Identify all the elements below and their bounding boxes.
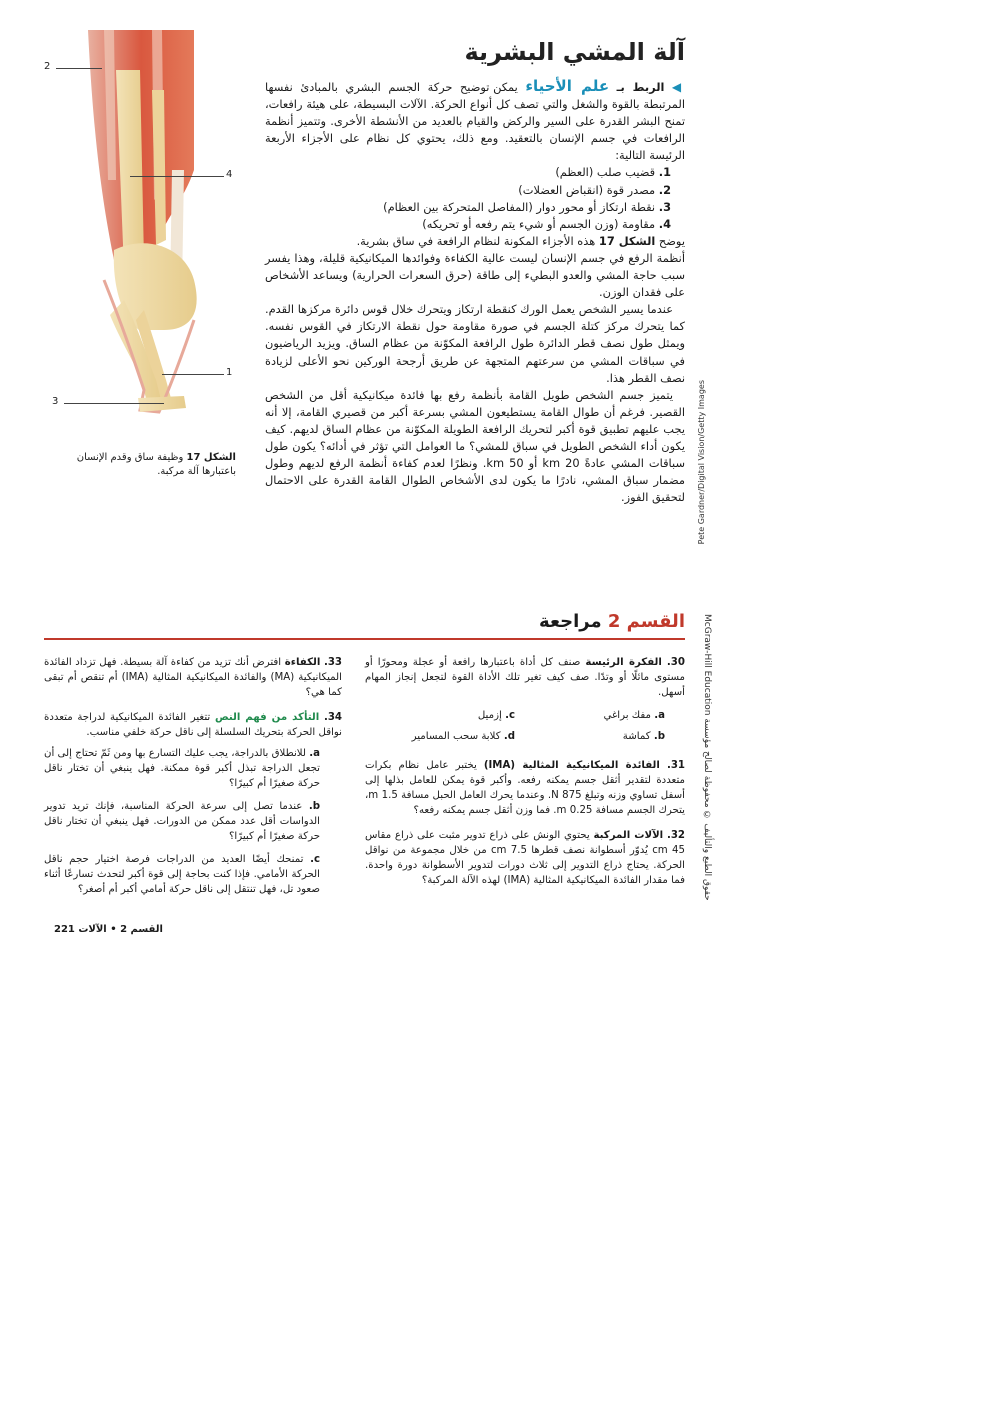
intro-paragraph-4: يتميز جسم الشخص طويل القامة بأنظمة رفع بها فائدة ميكانيكية أقل من الشخص القصير. فرغم أن طوال القامة يستطيعون المشي بسرعة أكبر من قصيري القامة، إلا أنه يجب عليهم تطبيق قوة أكبر لتحريك الرافعة الطويلة المكوّنة من عظام الساق لديهم. كيف يكون أداء الشخص الطويل في سباق للمشي؟ ما العوامل التي تؤثر في أدائه؟ يكون طول سباقات المشي عادةً 20 km أو 50 km. ونظرًا لعدم كفاءة أنظمة الرفع لديهم وطول مضمار سباق المشي، نادرًا ما يكون لدى الأشخاص الطوال القامة القدرة على الاحتمال لتحقيق الفوز.	[265, 387, 685, 505]
callout-1: 1	[226, 367, 233, 378]
question-32: 32. الآلات المركبة يحتوي الونش على ذراع تدوير مثبت على ذراع مقاس 45 cm يُدوّر أسطوانة نصف قطرها 7.5 cm من خلال مجموعة من نواقل الحركة. يحتاج ذراع التدوير إلى ثلاث دورات لتدوير الأسطوانة دورة واحدة. فما مقدار الفائدة الميكانيكية المثالية (IMA) لهذه الآلة المركبة؟	[365, 830, 685, 886]
callout-3: 3	[52, 396, 59, 407]
option: c. إزميل	[477, 710, 515, 721]
review-column-right	[365, 655, 685, 898]
page-title: آلة المشي البشرية	[464, 38, 685, 66]
connection-label: الربط بـ	[616, 80, 665, 94]
figure-reference: يوضح الشكل 17 هذه الأجزاء المكونة لنظام الرافعة في ساق بشرية.	[356, 233, 685, 248]
section-divider	[44, 638, 685, 640]
lever-parts-list	[265, 164, 685, 232]
page-footer	[44, 924, 163, 935]
intro-paragraph-1	[265, 78, 685, 164]
figure-caption	[72, 451, 236, 479]
intro-paragraph-2: أنظمة الرفع في جسم الإنسان ليست عالية الكفاءة وفوائدها الميكانيكية قليلة، وهذا يفسر سبب حاجة المشي والعدو البطيء إلى طاقة (حرق السعرات الحرارية) ويساعد الأشخاص على فقدان الوزن.	[265, 250, 685, 300]
option: a. مفك براغي	[603, 710, 665, 721]
photo-credit: Pete Gardner/Digital Vision/Getty Images	[697, 380, 706, 545]
figure-caption-number: الشكل 17	[186, 452, 236, 463]
question-33: 33. الكفاءة افترض أنك تزيد من كفاءة آلة بسيطة. فهل تزداد الفائدة الميكانيكية (MA) والفائدة الميكانيكية المثالية (IMA) أم تنقص أم تبقى كما هي؟	[44, 657, 342, 698]
question-30-options	[365, 708, 665, 744]
callout-4: 4	[226, 169, 233, 180]
figure-caption-text: وظيفة ساق وقدم الإنسان باعتبارها آلة مركبة.	[76, 452, 236, 477]
section-review-heading: القسم 2 مراجعة	[539, 611, 685, 632]
intro-text	[265, 78, 685, 506]
callout-line	[64, 403, 164, 404]
footer-section: القسم 2 • الآلات	[78, 924, 163, 935]
arrow-icon: ◀	[671, 80, 686, 94]
copyright-notice: حقوق الطبع والتأليف © محفوظة لصالح مؤسسة McGraw-Hill Education	[702, 614, 712, 901]
list-item: 4. مقاومة (وزن الجسم أو شيء يتم رفعه أو تحريكه)	[422, 216, 671, 231]
sub-question: c. تمنحك أيضًا العديد من الدراجات فرصة اختيار حجم ناقل الحركة الأمامي. فإذا كنت بحاجة إلى قوة أكبر لتحدث تسارعًا أثناء صعود تل، فهل تنتقل إلى ناقل حركة أمامي أكبر أم أصغر؟	[44, 854, 320, 895]
option: b. كماشة	[622, 731, 665, 742]
page-number: 221	[54, 924, 75, 935]
sub-question: a. للانطلاق بالدراجة، يجب عليك التسارع بها ومن ثَمّ تحتاج إلى أن تجعل الدراجة تبذل أكبر قوة ممكنة. فهل ينبغي أن تختار ناقل حركة صغيرًا أم كبيرًا؟	[44, 748, 320, 789]
list-item: 3. نقطة ارتكاز أو محور دوار (المفاصل المتحركة بين العظام)	[383, 199, 671, 214]
list-item: 2. مصدر قوة (انقباض العضلات)	[518, 182, 671, 197]
leg-foot-figure	[44, 30, 244, 430]
sub-question: b. عندما تصل إلى سرعة الحركة المناسبة، فإنك تريد تدوير الدواسات أقل عدد ممكن من الدورات. فهل ينبغي أن تختار ناقل حركة صغيرًا أم كبيرًا؟	[44, 801, 320, 842]
callout-line	[56, 68, 102, 69]
question-31: 31. الفائدة الميكانيكية المثالية (IMA) يختبر عامل نظام بكرات متعددة لتقدير أثقل جسم يمكنه رفعه. وأكبر قوة يمكن للعامل بذلها إلى أسفل تساوي وزنه وتبلغ 875 N. وعندما يحرك العامل الحبل مسافة 1.5 m، يتحرك الجسم مسافة 0.25 m. فما وزن أثقل جسم يمكنه رفعه؟	[365, 760, 685, 816]
intro-body-1: يمكن توضيح حركة الجسم البشري بالمبادئ نفسها المرتبطة بالقوة والشغل والتي تصف كل أنواع الحركة. الآلات البسيطة، على هيئة رافعات، تمنح البشر القدرة على السير والركض والقيام بالعديد من الأنشطة الأخرى. وتتميز أنظمة الرافعات في جسم الإنسان بالتعقيد. ومع ذلك، يحتوي كل نظام على الأجزاء الأربعة الرئيسة التالية:	[265, 80, 685, 163]
callout-line	[130, 176, 224, 177]
option: d. كلابة سحب المسامير	[411, 731, 515, 742]
question-34: 34. التأكد من فهم النص تتغير الفائدة الميكانيكية لدراجة متعددة نواقل الحركة بتحريك السلسلة إلى ناقل حركة خلفي مناسب. a. للانطلاق بالدراجة، يجب عليك التسارع بها ومن ثَمّ تحتاج إلى أن تجعل الدراجة تبذل أكبر قوة ممكنة. فهل ينبغي أن تختار ناقل حركة صغيرًا أم كبيرًا؟ b. عندما تصل إلى سرعة الحركة المناسبة، فإنك تريد تدوير الدواسات أقل عدد ممكن من الدورات. فهل ينبغي أن تختار ناقل حركة صغيرًا أم كبيرًا؟ c. تمنحك أيضًا العديد من الدراجات فرصة اختيار حجم ناقل الحركة الأمامي. فإذا كنت بحاجة إلى قوة أكبر لتحدث تسارعًا أثناء صعود تل، فهل تنتقل إلى ناقل حركة أمامي أكبر أم أصغر؟	[44, 712, 342, 895]
biology-link[interactable]: علم الأحياء	[525, 77, 610, 95]
callout-line	[162, 374, 224, 375]
question-30: 30. الفكرة الرئيسة صنف كل أداة باعتبارها رافعة أو عجلة ومحورًا أو مستوى مائلًا أو وتدًا. صف كيف تغير تلك الأداة القوة لتجعل إنجاز المهام أسهل. a. مفك براغي c. إزميل b. كماشة d. كلابة سحب المسامير	[365, 657, 685, 742]
callout-2: 2	[44, 61, 51, 72]
review-column-left	[44, 655, 342, 907]
leg-illustration	[44, 30, 244, 430]
list-item: 1. قضيب صلب (العظم)	[555, 165, 671, 180]
intro-paragraph-3: عندما يسير الشخص يعمل الورك كنقطة ارتكاز ويتحرك خلال قوس دائرة مركزها القدم. كما يتحرك مركز كتلة الجسم في صورة مقاومة حول نقطة الارتكاز في القوس نفسه. ويمثل طول نصف قطر الدائرة طول الرافعة المكوّنة من عظام الساق. ويزيد الرياضيون في سباقات المشي من سرعتهم المتجهة عن طريق أرجحة الوركين نحو الأعلى لزيادة نصف القطر هذا.	[265, 302, 685, 385]
